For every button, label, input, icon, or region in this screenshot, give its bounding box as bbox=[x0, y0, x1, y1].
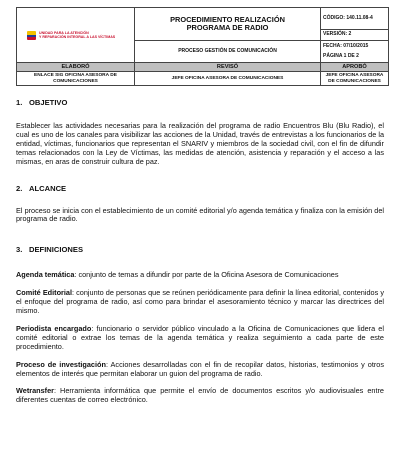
document-title: PROCEDIMIENTO REALIZACIÓN PROGRAMA DE RADIO bbox=[135, 8, 321, 41]
elaboro-value: ENLACE SIG OFICINA ASESORA DE COMUNICACIONES bbox=[17, 72, 135, 86]
fecha-pagina-field bbox=[321, 41, 389, 63]
section-alcance-title: 2. ALCANCE bbox=[16, 184, 67, 194]
logo-cell bbox=[17, 8, 135, 63]
version-field: VERSIÓN: 2 bbox=[321, 30, 389, 41]
definition-item: Proceso de investigación: Acciones desarrolladas con el fin de recopilar datos, historias, testimonios y otros elementos de interés que permitan elaborar un guion del programa de radio. bbox=[16, 359, 385, 378]
definition-item: Comité Editorial: conjunto de personas que se reúnen periódicamente para definir la línea editorial, contenidos y el enfoque del programa de radio, así como para brindar el asesoramiento técnico y marcar las directrices del mismo. bbox=[16, 287, 384, 315]
logo-text-line2: Y REPARACIÓN INTEGRAL A LAS VÍCTIMAS bbox=[39, 35, 116, 39]
fecha-field: FECHA: 07/10/2015 bbox=[323, 42, 369, 49]
definition-item: Wetransfer: Herramienta informática que permite el envío de documentos escritos y/o audiovisuales entre diferentes cuentas de correo electrónico. bbox=[16, 386, 384, 405]
colombia-flag-icon bbox=[27, 31, 36, 40]
aprobo-value: JEFE OFICINA ASESORA DE COMUNICACIONES bbox=[321, 72, 389, 86]
reviso-value: JEFE OFICINA ASESORA DE COMUNICACIONES bbox=[135, 72, 321, 86]
definition-item: Periodista encargado: funcionario o servidor público vinculado a la Oficina de Comunicaciones que lidera el comité editorial o extrae los temas de la agenda temática y realiza seguimiento a cada parte de este procedimiento. bbox=[16, 323, 384, 351]
aprobo-label: APROBÓ bbox=[321, 63, 389, 72]
unidad-victimas-logo bbox=[19, 31, 132, 40]
pagina-field: PÁGINA 1 DE 2 bbox=[323, 52, 359, 59]
process-name: PROCESO GESTIÓN DE COMUNICACIÓN bbox=[135, 41, 321, 63]
reviso-label: REVISÓ bbox=[135, 63, 321, 72]
section-alcance-text: El proceso se inicia con el establecimiento de un comité editorial y/o agenda temática y finaliza con la emisión del programa de radio. bbox=[16, 205, 384, 224]
section-definiciones-title: 3. DEFINICIONES bbox=[16, 245, 84, 255]
section-objetivo-text: Establecer las actividades necesarias para la realización del programa de radio Encuentros Blu (Blu Radio), el cual es uno de los canales para visibilizar las acciones de la Unidad, través de entrevistas a los funcionarios de la entidad, víctimas, funcionarios que representan el SNARIV y miembros de la sociedad civil, con el fin de difundir temas relacionados con la Ley de Víctimas, las medidas de atención, asistencia y reparación y el acceso a las mismas, en aras de construir cultura de paz. bbox=[16, 121, 384, 167]
section-objetivo-title: 1. OBJETIVO bbox=[16, 98, 68, 107]
elaboro-label: ELABORÓ bbox=[17, 63, 135, 72]
codigo-field: CÓDIGO: 140.11.08-4 bbox=[321, 8, 389, 30]
definition-item: Agenda temática: conjunto de temas a difundir por parte de la Oficina Asesora de Comunicaciones bbox=[16, 269, 339, 279]
logo-text-line1: UNIDAD PARA LA ATENCIÓN bbox=[39, 30, 89, 35]
document-body bbox=[16, 98, 384, 405]
document-header-table bbox=[16, 7, 389, 86]
